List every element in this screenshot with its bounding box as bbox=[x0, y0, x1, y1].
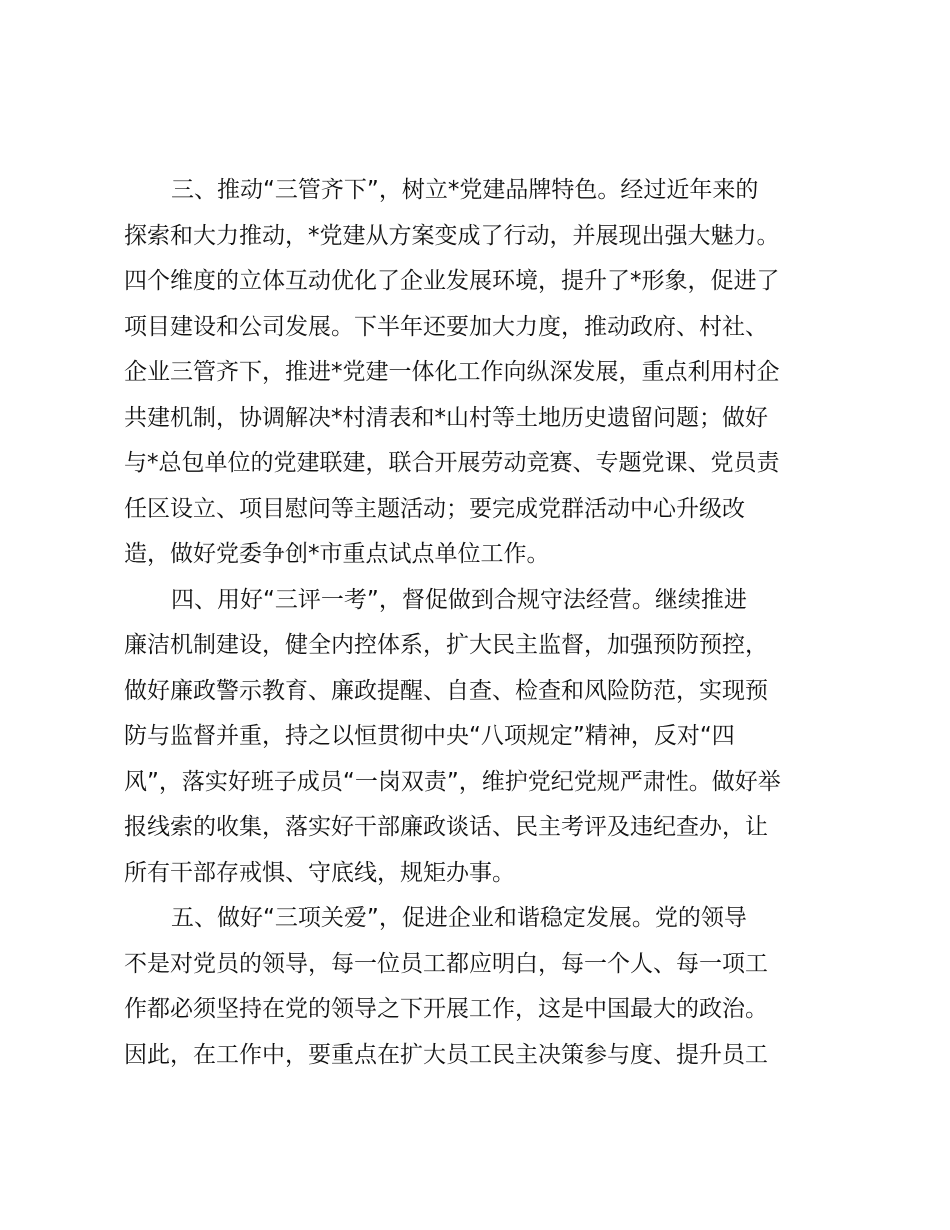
paragraph-3-line: 项目建设和公司发展。下半年还要加大力度，推动政府、村社、 bbox=[124, 313, 768, 340]
paragraph-3-line: 与*总包单位的党建联建，联合开展劳动竞赛、专题党课、党员责 bbox=[124, 450, 780, 476]
paragraph-4-line: 做好廉政警示教育、廉政提醒、自查、检查和风险防范，实现预 bbox=[124, 677, 768, 704]
paragraph-4-line: 所有干部存戒惧、守底线，规矩办事。 bbox=[124, 859, 515, 886]
document-body bbox=[124, 168, 836, 1078]
paragraph-3-line: 造，做好党委争创*市重点试点单位工作。 bbox=[124, 541, 550, 567]
paragraph-5-line: 作都必须坚持在党的领导之下开展工作，这是中国最大的政治。 bbox=[124, 996, 768, 1022]
paragraph-3-line: 探索和大力推动，*党建从方案变成了行动，并展现出强大魅力。 bbox=[124, 222, 780, 249]
paragraph-3-line: 共建机制，协调解决*村清表和*山村等土地历史遗留问题；做好 bbox=[124, 404, 768, 431]
paragraph-5-line: 五、做好“三项关爱”，促进企业和谐稳定发展。党的领导 bbox=[171, 905, 747, 931]
paragraph-4-line: 风”，落实好班子成员“一岗双责”，维护党纪党规严肃性。做好举 bbox=[124, 768, 781, 795]
paragraph-5-line: 不是对党员的领导，每一位员工都应明白，每一个人、每一项工 bbox=[124, 950, 768, 977]
paragraph-4-line: 报线索的收集，落实好干部廉政谈话、民主考评及违纪查办，让 bbox=[124, 814, 768, 840]
paragraph-5-line: 因此，在工作中，要重点在扩大员工民主决策参与度、提升员工 bbox=[124, 1041, 768, 1068]
paragraph-4-line: 廉洁机制建设，健全内控体系，扩大民主监督，加强预防预控， bbox=[124, 632, 768, 658]
paragraph-4-line: 防与监督并重，持之以恒贯彻中央“八项规定”精神，反对“四 bbox=[124, 723, 735, 749]
paragraph-3-line: 任区设立、项目慰问等主题活动；要完成党群活动中心升级改 bbox=[124, 495, 745, 522]
paragraph-4-line: 四、用好“三评一考”，督促做到合规守法经营。继续推进 bbox=[171, 586, 747, 613]
paragraph-3-line: 四个维度的立体互动优化了企业发展环境，提升了*形象，促进了 bbox=[124, 268, 780, 294]
paragraph-3-line: 三、推动“三管齐下”，树立*党建品牌特色。经过近年来的 bbox=[171, 177, 759, 203]
paragraph-3-line: 企业三管齐下，推进*党建一体化工作向纵深发展，重点利用村企 bbox=[124, 359, 780, 385]
